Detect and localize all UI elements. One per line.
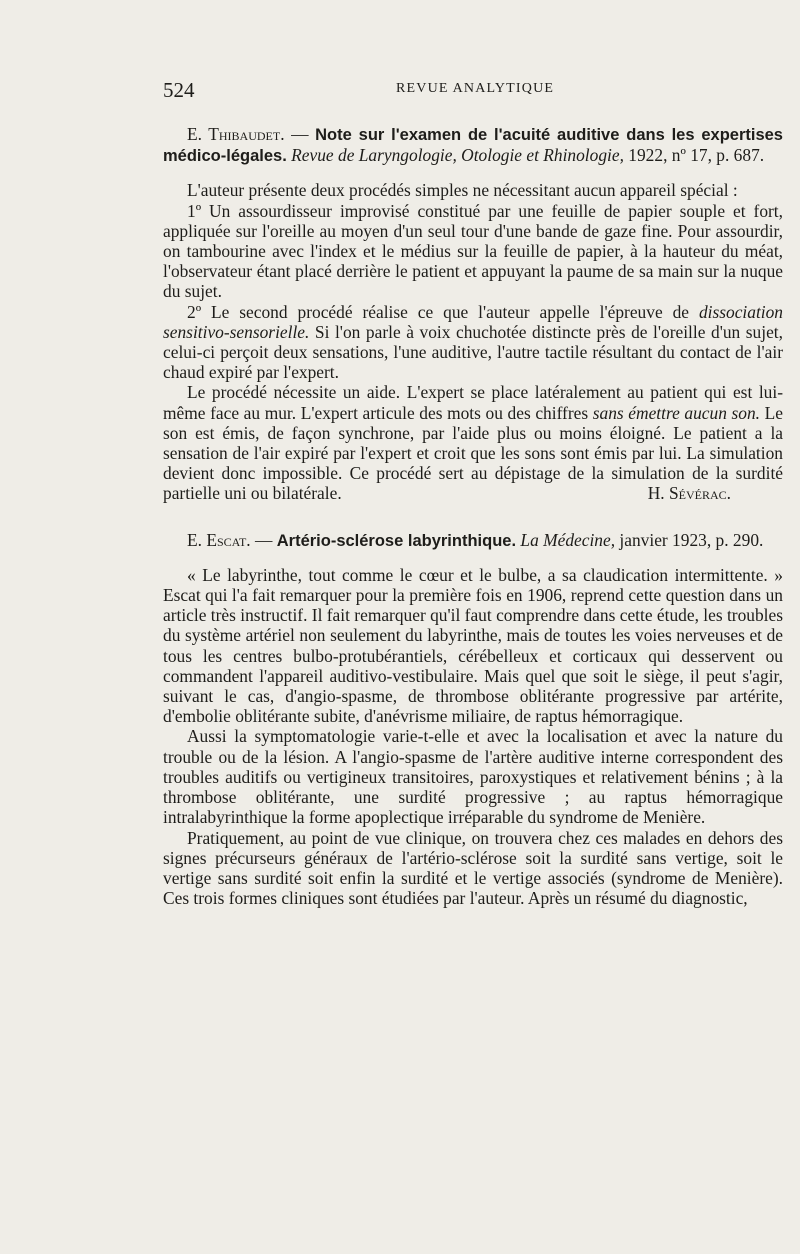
running-title: REVUE ANALYTIQUE — [396, 81, 555, 96]
review-1-signature: H. Sévérac. — [647, 483, 731, 504]
page-header — [163, 78, 783, 104]
review-1-title: Note sur l'examen de l'acuité auditive dans les expertises médico-légales. — [163, 126, 783, 166]
page-number: 524 — [163, 78, 195, 102]
review-1-p2-text: Si l'on parle à voix chuchotée distincte près de l'oreille d'un sujet, celui-ci perçoit deux sensations, l'une auditive, l'autre tactile résultant du contact de l'air chaud expiré par l'expert. — [163, 321, 783, 383]
review-2-reference — [163, 530, 783, 551]
review-1-paragraph — [163, 382, 783, 503]
review-1-paragraph — [163, 302, 783, 383]
review-2-citation: janvier 1923, p. 290. — [615, 529, 764, 550]
review-1-paragraph: 1º Un assourdisseur improvisé constitué par une feuille de papier souple et fort, appliquée sur l'oreille au moyen d'un seul tour d'une bande de gaze fine. Pour assourdir, on tambourine avec l'index et le médius sur la feuille de papier, à la hauteur du méat, l'observateur étant placé derrière le patient et appuyant la paume de sa main sur la nuque du sujet. — [163, 200, 783, 302]
review-1-paragraph: L'auteur présente deux procédés simples ne nécessitant aucun appareil spécial : — [187, 180, 738, 201]
review-1-p3-text: Le procédé nécessite un aide. L'expert se place latéralement au patient qui est lui-même face au mur. L'expert articule des mots ou des chiffres — [163, 382, 783, 423]
review-1-p3-text: Le son est émis, de façon synchrone, par l'aide plus ou moins éloigné. Le patient a la sensation de l'air expiré par l'expert et croit que les sons sont émis par lui. La simulation devient donc impossible. Ce procédé sert au dépistage de la simulation de la surdité partielle uni ou bilatérale. — [163, 402, 783, 504]
review-1-p3-emphasis: sans émettre aucun son. — [592, 402, 761, 423]
review-1-dash: — — [284, 124, 316, 144]
review-1-citation: 1922, nº 17, p. 687. — [623, 145, 765, 166]
page-content — [163, 124, 783, 908]
review-1-journal: Revue de Laryngologie, Otologie et Rhinologie, — [291, 145, 624, 166]
review-2-paragraph: Aussi la symptomatologie varie-t-elle et avec la localisation et avec la nature du trouble ou de la lésion. A l'angio-spasme de l'artère auditive interne correspondent des troubles auditifs ou vertigineux transitoires, paroxystiques et relativement bénins ; à la thrombose oblitérante, une surdité progressive ; au raptus hémorragique intralabyrinthique la forme apoplectique irréparable du syndrome de Menière. — [163, 726, 783, 828]
review-1-author: E. Thibaudet. — [187, 124, 285, 144]
review-1-p2-text: 2º Le second procédé réalise ce que l'auteur appelle l'épreuve de — [187, 301, 699, 322]
review-1-p2-emphasis: dissociation sensitivo-sensorielle. — [163, 301, 783, 342]
review-2-paragraph: Pratiquement, au point de vue clinique, on trouvera chez ces malades en dehors des signes précurseurs généraux de l'artério-sclérose soit la surdité sans vertige, soit le vertige sans surdité soit enfin la surdité et le vertige associés (syndrome de Menière). Ces trois formes cliniques sont étudiées par l'auteur. Après un résumé du diagnostic, — [163, 827, 783, 909]
review-2-journal: La Médecine, — [520, 529, 616, 550]
review-2-author: E. Escat. — [187, 529, 251, 550]
review-1-reference — [163, 124, 783, 166]
review-2-paragraph: « Le labyrinthe, tout comme le cœur et le bulbe, a sa claudication intermittente. » Escat qui l'a fait remarquer pour la première fois en 1906, reprend cette question dans un article très instructif. Il fait remarquer qu'il faut comprendre dans cette étude, les troubles du système artériel non seulement du labyrinthe, mais de toutes les voies nerveuses et de tous les centres bulbo-protubérantiels, cérébelleux et corticaux qui desservent ou commandent l'appareil auditivo-vestibulaire. Mais quel que soit le siège, il peut s'agir, suivant le cas, d'angio-spasme, de thrombose oblitérante progressive par artérite, d'embolie oblitérante subite, d'anévrisme miliaire, de raptus hémorragique. — [163, 564, 783, 727]
review-2-title: Artério-sclérose labyrinthique. — [276, 531, 517, 550]
review-2-dash: — — [250, 529, 277, 550]
